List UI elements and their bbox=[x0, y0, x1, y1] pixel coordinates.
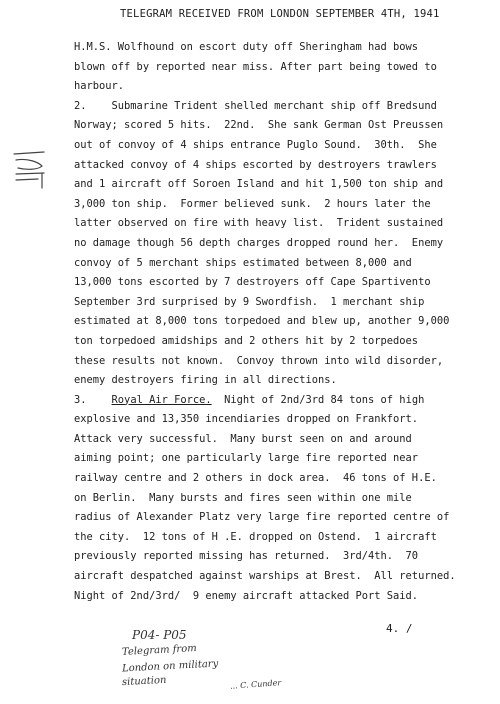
body-line: Attack very successful. Many burst seen on and around bbox=[74, 432, 412, 445]
handwritten-note-line: situation bbox=[121, 674, 167, 689]
telegram-header: TELEGRAM RECEIVED FROM LONDON SEPTEMBER 4TH, 1941 bbox=[120, 8, 440, 20]
body-line: railway centre and 2 others in dock area. 46 tons of H.E. bbox=[74, 472, 437, 485]
section-3-number: 3. bbox=[74, 393, 112, 406]
body-line: attacked convoy of 4 ships escorted by destroyers trawlers bbox=[74, 158, 437, 171]
body-line: H.M.S. Wolfhound on escort duty off Sheringham had bows bbox=[74, 41, 419, 53]
body-line: ton torpedoed amidships and 2 others hit by 2 torpedoes bbox=[74, 334, 419, 347]
body-line: out of convoy of 4 ships entrance Puglo Sound. 30th. She bbox=[74, 138, 437, 151]
body-line: 13,000 tons escorted by 7 destroyers off Cape Spartivento bbox=[74, 276, 431, 289]
body-line: radius of Alexander Platz very large fire reported centre of bbox=[74, 511, 450, 524]
handwritten-margin-mark bbox=[8, 148, 50, 190]
body-line: these results not known. Convoy thrown into wild disorder, bbox=[74, 354, 444, 367]
body-line: aircraft despatched against warships at Brest. All returned. bbox=[74, 570, 456, 583]
margin-mark-drawing bbox=[8, 148, 50, 190]
body-line: 2. Submarine Trident shelled merchant ship off Bredsund bbox=[74, 99, 437, 112]
handwritten-note-line: Telegram from bbox=[121, 643, 197, 658]
body-line: harbour. bbox=[74, 80, 125, 93]
handwritten-note-line: London on military bbox=[121, 658, 219, 675]
body-line: Norway; scored 5 hits. 22nd. She sank German Ost Preussen bbox=[74, 119, 444, 132]
section-3-rest: Night of 2nd/3rd 84 tons of high bbox=[211, 393, 425, 406]
body-line: explosive and 13,350 incendiaries dropped on Frankfort. bbox=[74, 413, 419, 426]
body-line: blown off by reported near miss. After part being towed to bbox=[74, 60, 437, 73]
section-3-heading: Royal Air Force. bbox=[111, 393, 212, 406]
body-line: estimated at 8,000 tons torpedoed and blew up, another 9,000 bbox=[74, 315, 450, 328]
telegram-body bbox=[74, 38, 492, 606]
handwritten-signature: ... C. Cunder bbox=[229, 678, 282, 691]
body-line: no damage though 56 depth charges dropped round her. Enemy bbox=[74, 236, 444, 249]
body-line: previously reported missing has returned. 3rd/4th. 70 bbox=[74, 550, 419, 563]
handwritten-reference: P04- P05 bbox=[132, 628, 187, 642]
body-line: September 3rd surprised by 9 Swordfish. 1 merchant ship bbox=[74, 295, 425, 308]
body-line: enemy destroyers firing in all directions. bbox=[74, 374, 337, 387]
body-line: Night of 2nd/3rd/ 9 enemy aircraft attacked Port Said. bbox=[74, 589, 419, 602]
body-line: aiming point; one particularly large fire reported near bbox=[74, 452, 419, 465]
page-number: 4. / bbox=[386, 622, 413, 635]
body-line: on Berlin. Many bursts and fires seen within one mile bbox=[74, 491, 412, 504]
body-line: the city. 12 tons of H .E. dropped on Ostend. 1 aircraft bbox=[74, 530, 437, 543]
body-line: and 1 aircraft off Soroen Island and hit 1,500 ton ship and bbox=[74, 178, 444, 191]
body-line: convoy of 5 merchant ships estimated between 8,000 and bbox=[74, 256, 412, 269]
body-line: 3,000 ton ship. Former believed sunk. 2 hours later the bbox=[74, 197, 431, 210]
section-3-line bbox=[74, 391, 492, 411]
body-line: latter observed on fire with heavy list. Trident sustained bbox=[74, 217, 444, 230]
